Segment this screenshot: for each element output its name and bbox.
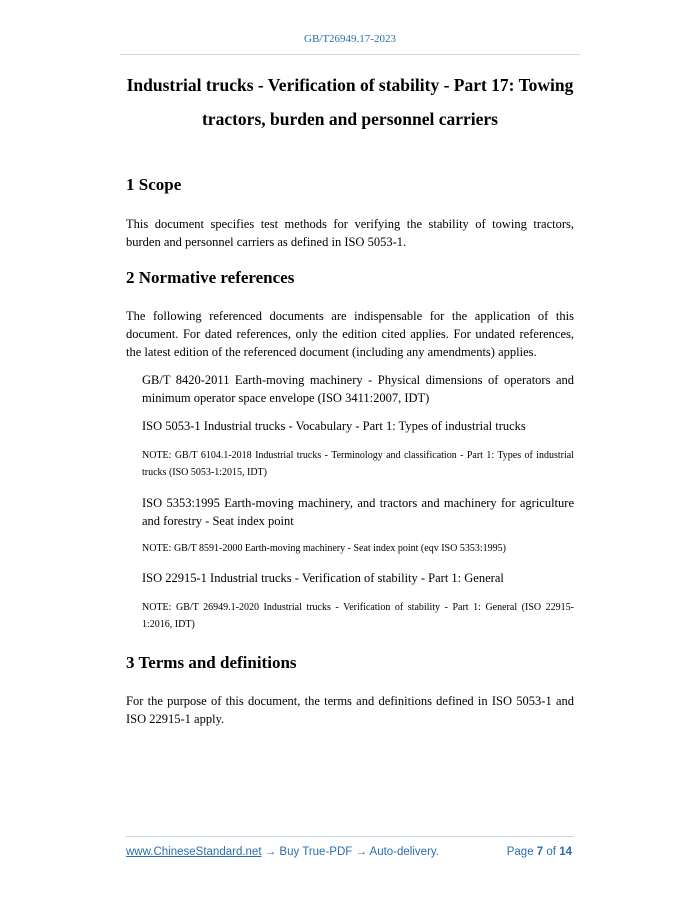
note-gbt-6104: NOTE: GB/T 6104.1-2018 Industrial trucks - Terminology and classification - Part 1: Types of industrial trucks (ISO 5053-1:2015, IDT) <box>142 450 574 478</box>
reference-iso-22915-1: ISO 22915-1 Industrial trucks - Verification of stability - Part 1: General <box>142 571 504 585</box>
document-code: GB/T26949.17-2023 <box>304 33 396 45</box>
title-line-2: tractors, burden and personnel carriers <box>201 109 498 129</box>
header-divider <box>120 54 580 55</box>
reference-gbt-8420: GB/T 8420-2011 Earth-moving machinery - Physical dimensions of operators and minimum operator space envelope (ISO 3411:2007, IDT) <box>142 373 574 405</box>
footer-promo: → Buy True-PDF → Auto-delivery. <box>261 846 439 858</box>
note-gbt-8591: NOTE: GB/T 8591-2000 Earth-moving machinery - Seat index point (eqv ISO 5353:1995) <box>142 543 506 554</box>
scope-body: This document specifies test methods for verifying the stability of towing tractors, burden and personnel carriers as defined in ISO 5053-1. <box>126 217 574 249</box>
reference-iso-5053-1: ISO 5053-1 Industrial trucks - Vocabulary - Part 1: Types of industrial trucks <box>142 419 526 433</box>
page-indicator <box>507 846 572 858</box>
page-of: of <box>546 846 556 858</box>
footer <box>126 846 574 858</box>
page-current: 7 <box>536 846 544 858</box>
page-label: Page <box>506 846 534 858</box>
terms-body: For the purpose of this document, the terms and definitions defined in ISO 5053-1 and ISO 22915-1 apply. <box>126 694 574 726</box>
document-title <box>110 68 590 136</box>
normative-references-heading: 2 Normative references <box>126 268 295 287</box>
footer-divider <box>126 836 574 837</box>
title-line-1: Industrial trucks - Verification of stability - Part 17: Towing <box>126 75 574 95</box>
normative-intro: The following referenced documents are indispensable for the application of this document. For dated references, only the edition cited applies. For undated references, the latest edition of the referenced document (including any amendments) applies. <box>126 309 574 359</box>
note-gbt-26949-1: NOTE: GB/T 26949.1-2020 Industrial trucks - Verification of stability - Part 1: General (ISO 22915-1:2016, IDT) <box>142 602 574 630</box>
scope-heading: 1 Scope <box>126 175 182 194</box>
chinesestandard-link[interactable]: www.ChineseStandard.net <box>126 846 262 858</box>
terms-heading: 3 Terms and definitions <box>126 653 297 672</box>
reference-iso-5353: ISO 5353:1995 Earth-moving machinery, and tractors and machinery for agriculture and forestry - Seat index point <box>142 496 574 528</box>
page-total: 14 <box>559 846 572 858</box>
